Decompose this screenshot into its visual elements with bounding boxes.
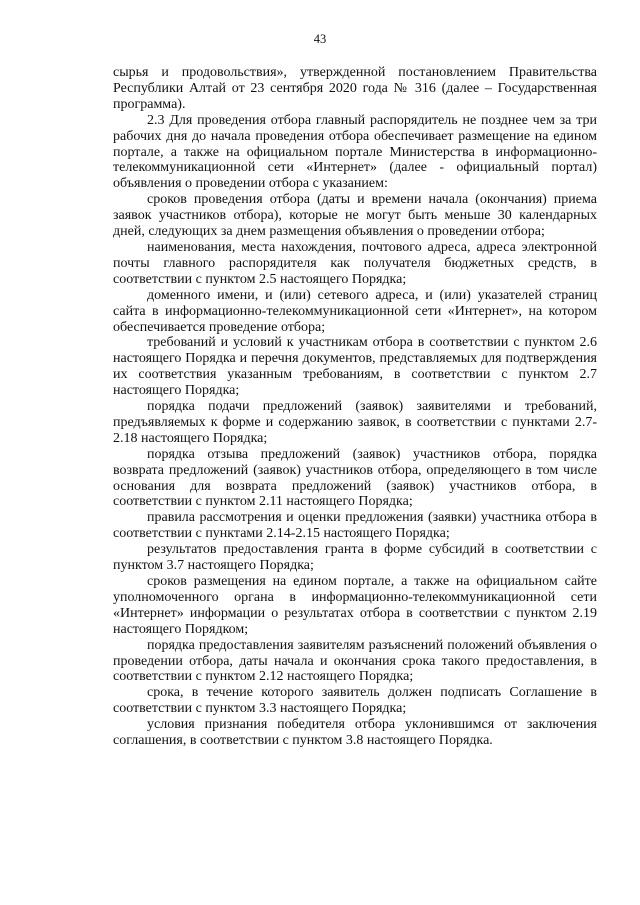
list-item-grant-results: результатов предоставления гранта в форме субсидий в соответствии с пунктом 3.7 настоящего Порядка; — [113, 542, 597, 574]
list-item-application-procedure: порядка подачи предложений (заявок) заявителями и требований, предъявляемых к форме и содержанию заявок, в соответствии с пунктами 2.7-2.18 настоящего Порядка; — [113, 399, 597, 446]
list-item-evaluation-rules: правила рассмотрения и оценки предложения (заявки) участника отбора в соответствии с пунктами 2.14-2.15 настоящего Порядка; — [113, 510, 597, 542]
list-item-selection-deadlines: сроков проведения отбора (даты и времени начала (окончания) приема заявок участников отбора), которые не могут быть меньше 30 календарных дней, следующих за днем размещения объявления о проведении отбора; — [113, 192, 597, 240]
document-body — [113, 65, 597, 749]
list-item-domain-name: доменного имени, и (или) сетевого адреса, и (или) указателей страниц сайта в информационно-телекоммуникационной сети «Интернет», на котором обеспечивается проведение отбора; — [113, 287, 597, 335]
list-item-publication-deadlines: сроков размещения на едином портале, а также на официальном сайте уполномоченного органа в информационно-телекоммуникационной сети «Интернет» информации о результатах отбора в соответствии с пунктом 2.19 настоящего Порядком; — [113, 574, 597, 637]
list-item-clarifications: порядка предоставления заявителям разъяснений положений объявления о проведении отбора, даты начала и окончания срока такого предоставления, в соответствии с пунктом 2.12 настоящего Порядка; — [113, 637, 597, 685]
list-item-participant-requirements: требований и условий к участникам отбора в соответствии с пунктом 2.6 настоящего Порядка и перечня документов, представляемых для подтверждения их соответствия указанным требованиям, в соответствии с пунктом 2.7 настоящего Порядка; — [113, 335, 597, 399]
page-number: 43 — [313, 32, 327, 46]
paragraph-continuation: сырья и продовольствия», утвержденной постановлением Правительства Республики Алтай от 23 сентября 2020 года № 316 (далее – Государственная программа). — [113, 65, 597, 112]
list-item-agreement-deadline: срока, в течение которого заявитель должен подписать Соглашение в соответствии с пунктом 3.3 настоящего Порядка; — [113, 685, 597, 717]
list-item-distributor-details: наименования, места нахождения, почтового адреса, адреса электронной почты главного распорядителя как получателя бюджетных средств, в соответствии с пунктом 2.5 настоящего Порядка; — [113, 239, 597, 287]
list-item-withdrawal-procedure: порядка отзыва предложений (заявок) участников отбора, порядка возврата предложений (заявок) участников отбора, определяющего в том числе основания для возврата предложений (заявок) участников отбора, в соответствии с пунктом 2.11 настоящего Порядка; — [113, 446, 597, 510]
list-item-evasion-conditions: условия признания победителя отбора уклонившимся от заключения соглашения, в соответствии с пунктом 3.8 настоящего Порядка. — [113, 717, 597, 749]
paragraph-2-3: 2.3 Для проведения отбора главный распорядитель не позднее чем за три рабочих дня до начала проведения отбора обеспечивает размещение на едином портале, а также на официальном портале Министерства в информационно-телекоммуникационной сети «Интернет» (далее - официальный портал) объявления о проведении отбора с указанием: — [113, 112, 597, 192]
